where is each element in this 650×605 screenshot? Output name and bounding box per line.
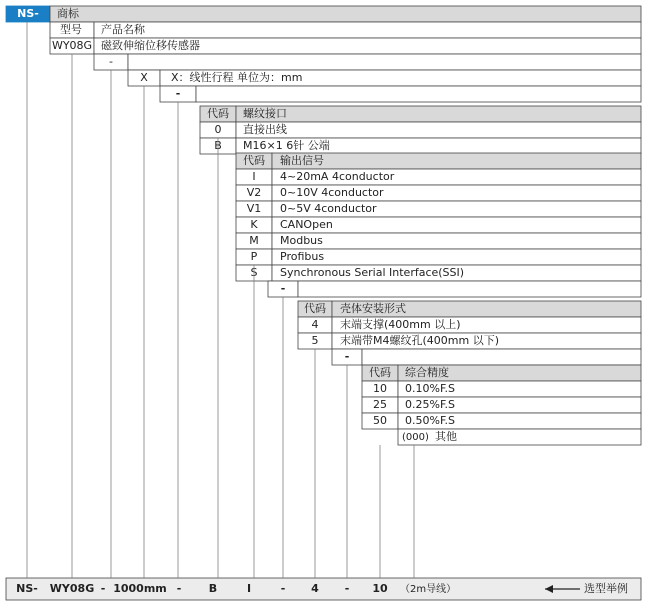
dash4-row — [362, 349, 641, 365]
interface-desc: 直接出线 — [243, 123, 287, 136]
accuracy-desc: 0.25%F.S — [405, 398, 455, 411]
example-segment: 4 — [311, 582, 319, 595]
interface-desc: M16×1 6针 公端 — [243, 139, 330, 152]
accuracy-desc: 0.50%F.S — [405, 414, 455, 427]
accuracy-code: 50 — [373, 414, 387, 427]
interface-header-code: 代码 — [207, 107, 229, 120]
output-code: P — [250, 250, 258, 263]
trademark-label: 商标 — [57, 7, 79, 20]
output-code: S — [250, 266, 258, 279]
output-desc: 0~5V 4conductor — [280, 202, 377, 215]
product-name-value: 磁致伸缩位移传感器 — [101, 39, 200, 52]
output-desc: Modbus — [280, 234, 323, 247]
housing-desc: 末端带M4螺纹孔(400mm 以下) — [340, 334, 499, 347]
output-header-code: 代码 — [243, 154, 265, 167]
output-code: V1 — [246, 202, 262, 215]
example-segment: B — [208, 582, 218, 595]
output-desc-cell — [272, 233, 641, 249]
example-segment: - — [280, 582, 286, 595]
interface-header-title-cell — [236, 106, 641, 122]
product-name-label-cell — [94, 22, 641, 38]
product-name-label: 产品名称 — [101, 23, 145, 36]
x-label: X — [140, 71, 148, 84]
accuracy-desc: 0.10%F.S — [405, 382, 455, 395]
example-segment: NS- — [16, 582, 38, 595]
dash3: - — [280, 282, 286, 295]
dash2-row — [196, 86, 641, 102]
housing-code: 4 — [311, 318, 319, 331]
interface-code: 0 — [214, 123, 222, 136]
accuracy-header-code: 代码 — [369, 366, 391, 379]
interface-desc-cell — [236, 122, 641, 138]
interface-code: B — [214, 139, 222, 152]
output-code: I — [252, 170, 256, 183]
example-segment: 1000mm — [113, 582, 167, 595]
accuracy-other-code: (000) — [402, 432, 429, 443]
housing-header-code: 代码 — [304, 302, 326, 315]
output-code: V2 — [246, 186, 262, 199]
output-desc: Profibus — [280, 250, 325, 263]
accuracy-other-desc: 其他 — [435, 430, 457, 443]
dash2: - — [175, 87, 181, 100]
example-segment: WY08G — [49, 582, 95, 595]
example-caption: 选型举例 — [584, 582, 628, 595]
model-value: WY08G — [51, 39, 93, 52]
output-desc-cell — [272, 249, 641, 265]
output-code: M — [249, 234, 259, 247]
dash1: - — [109, 55, 113, 68]
dash4: - — [344, 350, 350, 363]
x-desc: X：线性行程 单位为：mm — [171, 71, 303, 84]
dash1-row — [128, 54, 641, 70]
accuracy-code: 10 — [373, 382, 387, 395]
example-segment: - — [344, 582, 350, 595]
output-header-title-cell — [272, 153, 641, 169]
example-segment: - — [100, 582, 106, 595]
output-desc: Synchronous Serial Interface(SSI) — [280, 266, 465, 279]
output-desc: CANOpen — [280, 218, 333, 231]
accuracy-header-title: 综合精度 — [405, 366, 449, 379]
output-header-title: 输出信号 — [280, 154, 324, 167]
dash3-row — [298, 281, 641, 297]
example-note: （2m导线） — [400, 584, 457, 595]
example-segment: - — [176, 582, 182, 595]
model-label: 型号 — [60, 23, 82, 36]
interface-header-title: 螺纹接口 — [243, 107, 287, 120]
output-desc: 4~20mA 4conductor — [280, 170, 395, 183]
output-desc: 0~10V 4conductor — [280, 186, 384, 199]
brand-box-label: NS- — [17, 7, 39, 20]
output-code: K — [250, 218, 258, 231]
trademark-row — [50, 6, 641, 22]
example-segment: 10 — [372, 582, 388, 595]
example-segment: I — [246, 582, 252, 595]
housing-desc: 末端支撑(400mm 以上) — [340, 318, 461, 331]
housing-header-title: 壳体安装形式 — [340, 302, 406, 315]
housing-code: 5 — [311, 334, 319, 347]
accuracy-code: 25 — [373, 398, 387, 411]
